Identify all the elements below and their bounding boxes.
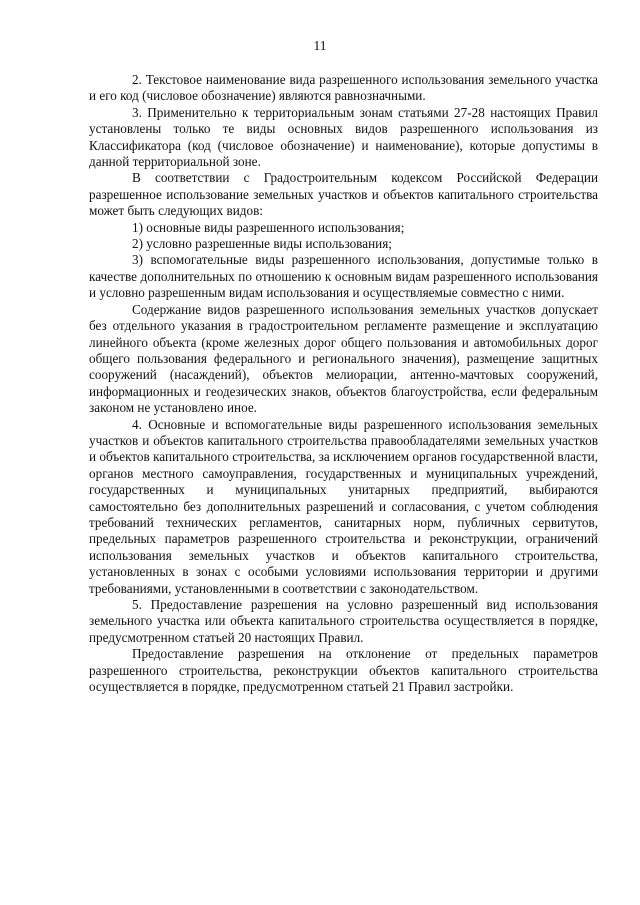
list-item-main-uses: 1) основные виды разрешенного использования; xyxy=(132,219,405,235)
paragraph-item-3: 3. Применительно к территориальным зонам статьями 27-28 настоящих Правил установлены только те виды основных видов разрешенного использования из Классификатора (код (числовое обозначение) и наименование), которые допустимы в данной территориальной зоне. xyxy=(89,104,598,170)
list-item-conditional-uses: 2) условно разрешенные виды использования; xyxy=(132,236,392,252)
paragraph-use-content: Содержание видов разрешенного использования земельных участков допускает без отдельного указания в градостроительном регламенте размещение и эксплуатацию линейного объекта (кроме железных дорог общего пользования и автомобильных дорог общего пользования федерального и регионального значения), размещение защитных сооружений (насаждений), объектов мелиорации, антенно-мачтовых сооружений, информационных и геодезических знаков, объектов благоустройства, если федеральным законом не установлено иное. xyxy=(89,301,598,416)
paragraph-permitted-use-intro: В соответствии с Градостроительным кодексом Российской Федерации разрешенное использование земельных участков и объектов капитального строительства может быть следующих видов: xyxy=(89,170,598,219)
list-item-auxiliary-uses: 3) вспомогательные виды разрешенного использования, допустимые только в качестве дополнительных по отношению к основным видам разрешенного использования и условно разрешенным видам использования и осуществляемые совместно с ними. xyxy=(89,252,598,301)
paragraph-item-4: 4. Основные и вспомогательные виды разрешенного использования земельных участков и объектов капитального строительства правообладателями земельных участков и объектов капитального строительства, за исключением органов государственной власти, органов местного самоуправления, государственных и муниципальных учреждений, государственных и муниципальных унитарных предприятий, выбираются самостоятельно без дополнительных разрешений и согласования, с учетом соблюдения требований технических регламентов, санитарных норм, публичных сервитутов, предельных параметров разрешенного строительства и реконструкции, ограничений использования земельных участков и объектов капитального строительства, установленных в зонах с особыми условиями использования территории и другими требованиями, установленными в соответствии с законодательством. xyxy=(89,416,598,596)
paragraph-deviation-permit: Предоставление разрешения на отклонение от предельных параметров разрешенного строительства, реконструкции объектов капитального строительства осуществляется в порядке, предусмотренном статьей 21 Правил застройки. xyxy=(89,646,598,695)
paragraph-item-2: 2. Текстовое наименование вида разрешенного использования земельного участка и его код (числовое обозначение) являются равнозначными. xyxy=(89,72,598,104)
paragraph-item-5: 5. Предоставление разрешения на условно разрешенный вид использования земельного участка или объекта капитального строительства осуществляется в порядке, предусмотренном статьей 20 настоящих Правил. xyxy=(89,597,598,645)
page-number: 11 xyxy=(313,38,327,53)
document-body xyxy=(89,72,598,695)
